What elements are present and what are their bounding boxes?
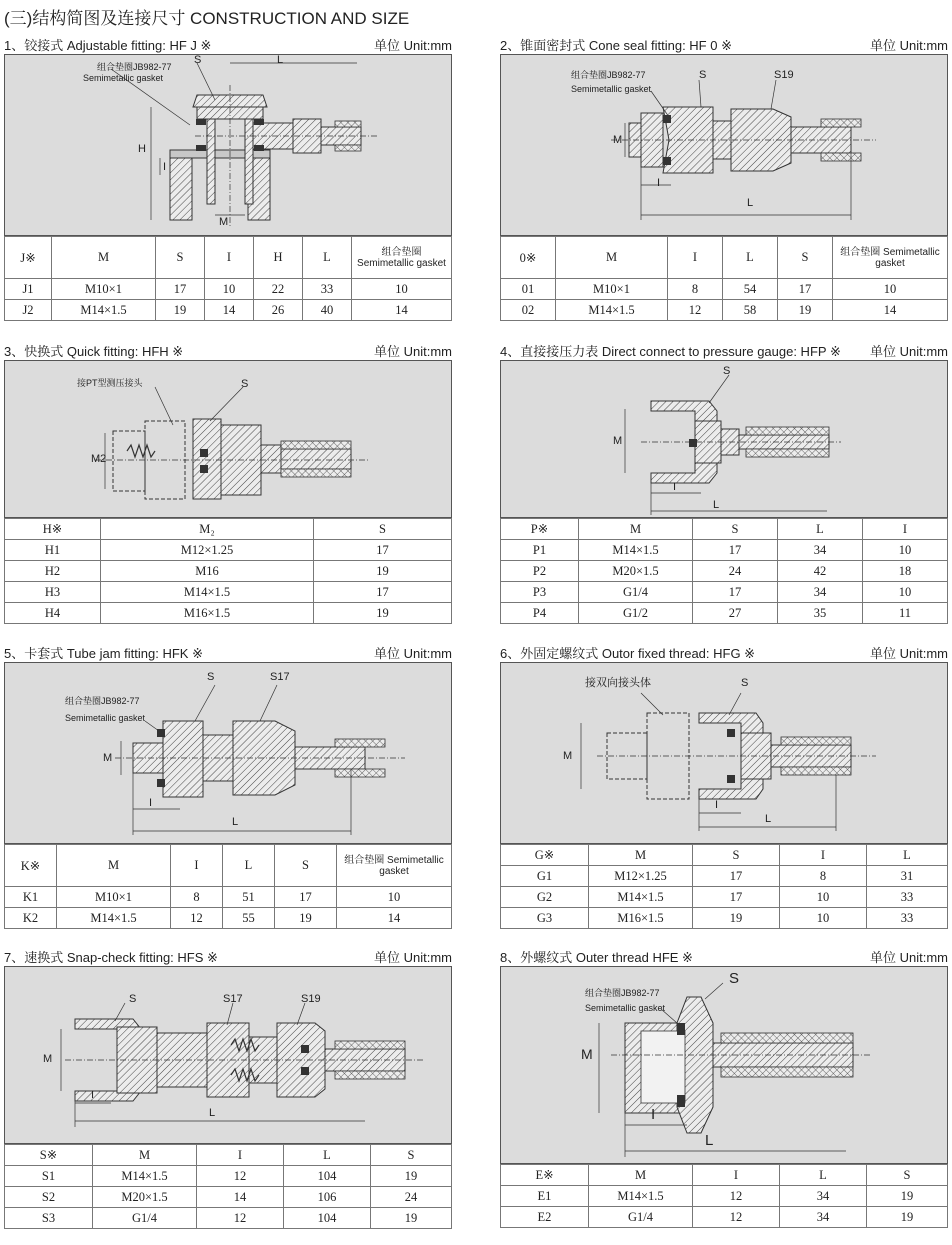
column-header: L [867, 845, 948, 866]
table-row [501, 887, 948, 908]
table-row [5, 1187, 452, 1208]
dim-m-label: M [613, 435, 623, 447]
section-title: 4、直接接压力表 Direct connect to pressure gauge: HFP ※ [500, 344, 841, 359]
construction-drawing [501, 55, 947, 235]
table-cell: M12×1.25 [589, 866, 693, 887]
drawing-snap-check-fitting [4, 966, 452, 1144]
dimension-table [500, 844, 948, 929]
dim-s-label: S [699, 69, 707, 81]
table-cell: K1 [5, 887, 57, 908]
column-header: S [314, 519, 452, 540]
dim-s-label: S [741, 677, 749, 689]
dim-l-label: L [705, 1132, 714, 1149]
table-cell: 8 [780, 866, 867, 887]
dim-s-label: S [207, 671, 215, 683]
unit-label: 单位 Unit:mm [869, 38, 948, 53]
gasket-label-en: Semimetallic gasket [83, 73, 164, 83]
dim-l-label: L [277, 54, 284, 66]
dim-s-label: S [129, 993, 137, 1005]
unit-label: 单位 Unit:mm [373, 344, 452, 359]
table-cell: 17 [693, 540, 778, 561]
table-cell: M16×1.5 [101, 603, 314, 624]
dim-m2-label: M2 [91, 453, 107, 465]
table-cell: P4 [501, 603, 579, 624]
table-cell: 19 [371, 1208, 452, 1229]
dimension-table [4, 844, 452, 929]
table-cell: G1 [501, 866, 589, 887]
table-cell: M14×1.5 [57, 908, 171, 929]
drawing-tube-jam-fitting [4, 662, 452, 844]
table-cell: 17 [156, 279, 205, 300]
dim-s19-label: S19 [774, 69, 794, 81]
table-cell: 12 [668, 300, 723, 321]
column-header: I [693, 1165, 780, 1186]
drawing-cone-seal-fitting [500, 54, 948, 236]
unit-label: 单位 Unit:mm [869, 950, 948, 965]
dim-i-label: I [91, 1089, 95, 1101]
table-cell: 12 [197, 1166, 284, 1187]
column-header: H [254, 237, 303, 279]
table-cell: G3 [501, 908, 589, 929]
construction-drawing [501, 361, 947, 517]
column-header: L [780, 1165, 867, 1186]
column-header: L [723, 237, 778, 279]
table-cell: 106 [284, 1187, 371, 1208]
table-cell: J2 [5, 300, 52, 321]
table-row [5, 908, 452, 929]
table-cell: M14×1.5 [101, 582, 314, 603]
dim-s-label: S [194, 54, 202, 66]
column-header: M [57, 845, 171, 887]
table-cell: 34 [780, 1207, 867, 1228]
table-cell: 10 [863, 582, 948, 603]
table-cell: 19 [314, 561, 452, 582]
table-row [5, 603, 452, 624]
dim-i-label: I [163, 161, 167, 173]
dim-s19-label: S19 [301, 993, 321, 1005]
table-cell: 14 [337, 908, 452, 929]
dim-m-label: M [103, 752, 113, 764]
table-row [5, 540, 452, 561]
table-cell: 17 [778, 279, 833, 300]
dimension-table [4, 1144, 452, 1229]
table-cell: S3 [5, 1208, 93, 1229]
table-cell: M10×1 [52, 279, 156, 300]
table-cell: H1 [5, 540, 101, 561]
table-cell: M14×1.5 [93, 1166, 197, 1187]
unit-label: 单位 Unit:mm [869, 646, 948, 661]
column-header: 组合垫圈 Semimetallic gasket [352, 237, 452, 279]
gasket-label-cn: 组合垫圈JB982-77 [571, 70, 646, 80]
drawing-pressure-gauge [500, 360, 948, 518]
column-header: M₂ [101, 519, 314, 540]
table-row [5, 887, 452, 908]
table-cell: H3 [5, 582, 101, 603]
table-cell: J1 [5, 279, 52, 300]
table-cell: 31 [867, 866, 948, 887]
table-cell: G1/4 [589, 1207, 693, 1228]
table-cell: E1 [501, 1186, 589, 1207]
table-cell: 17 [314, 582, 452, 603]
table-cell: 8 [668, 279, 723, 300]
dim-l-label: L [765, 813, 772, 825]
table-cell: 33 [867, 887, 948, 908]
table-cell: 02 [501, 300, 556, 321]
table-cell: 10 [833, 279, 948, 300]
table-cell: 19 [275, 908, 337, 929]
table-cell: M12×1.25 [101, 540, 314, 561]
gasket-label-cn: 组合垫圈JB982-77 [65, 696, 140, 706]
table-cell: H4 [5, 603, 101, 624]
table-cell: M16×1.5 [589, 908, 693, 929]
table-cell: 17 [693, 887, 780, 908]
table-row [5, 300, 452, 321]
column-header: G※ [501, 845, 589, 866]
table-cell: 33 [303, 279, 352, 300]
column-header: L [223, 845, 275, 887]
table-cell: 22 [254, 279, 303, 300]
dim-s-label: S [723, 365, 731, 377]
table-cell: 12 [197, 1208, 284, 1229]
table-cell: 19 [778, 300, 833, 321]
table-cell: 54 [723, 279, 778, 300]
column-header: S [371, 1145, 452, 1166]
table-cell: 24 [371, 1187, 452, 1208]
table-row [501, 279, 948, 300]
dimension-table [500, 518, 948, 624]
dim-i-label: I [651, 1106, 656, 1123]
dim-l-label: L [747, 197, 754, 209]
table-cell: M14×1.5 [52, 300, 156, 321]
dimension-table [4, 236, 452, 321]
column-header: K※ [5, 845, 57, 887]
table-cell: 11 [863, 603, 948, 624]
unit-label: 单位 Unit:mm [373, 38, 452, 53]
table-row [5, 1166, 452, 1187]
dim-l-label: L [209, 1107, 216, 1119]
table-row [501, 561, 948, 582]
section-title: 1、铰接式 Adjustable fitting: HF J ※ [4, 38, 212, 53]
gasket-label-cn: 组合垫圈JB982-77 [585, 988, 660, 998]
construction-drawing [5, 663, 451, 843]
dim-l-label: L [713, 499, 720, 511]
table-cell: 34 [778, 582, 863, 603]
table-cell: S2 [5, 1187, 93, 1208]
table-cell: 40 [303, 300, 352, 321]
column-header: M [52, 237, 156, 279]
column-header: P※ [501, 519, 579, 540]
column-header: I [668, 237, 723, 279]
column-header: M [579, 519, 693, 540]
table-cell: 58 [723, 300, 778, 321]
column-header: S [693, 519, 778, 540]
table-row [5, 561, 452, 582]
table-cell: M10×1 [556, 279, 668, 300]
table-cell: M16 [101, 561, 314, 582]
dimension-table [4, 518, 452, 624]
table-cell: 17 [314, 540, 452, 561]
construction-drawing [5, 55, 451, 235]
gasket-label-en: Semimetallic gasket [65, 713, 146, 723]
table-row [501, 908, 948, 929]
column-header: 组合垫圈 Semimetallic gasket [337, 845, 452, 887]
table-cell: 19 [867, 1207, 948, 1228]
column-header: H※ [5, 519, 101, 540]
table-cell: G2 [501, 887, 589, 908]
table-row [5, 582, 452, 603]
drawing-outer-thread [500, 966, 948, 1164]
unit-label: 单位 Unit:mm [373, 646, 452, 661]
column-header: S [867, 1165, 948, 1186]
column-header: L [303, 237, 352, 279]
table-cell: 10 [205, 279, 254, 300]
column-header: 0※ [501, 237, 556, 279]
gasket-label-cn: 组合垫圈JB982-77 [97, 62, 172, 72]
section-outer-thread [500, 946, 948, 1228]
table-cell: 34 [778, 540, 863, 561]
table-cell: 12 [693, 1186, 780, 1207]
dim-m-label: M [219, 216, 229, 228]
table-cell: 17 [693, 866, 780, 887]
column-header: S [778, 237, 833, 279]
table-cell: S1 [5, 1166, 93, 1187]
table-row [501, 1207, 948, 1228]
table-cell: 17 [275, 887, 337, 908]
section-snap-check-fitting [4, 946, 452, 1229]
gasket-label-en: Semimetallic gasket [571, 84, 652, 94]
table-row [501, 582, 948, 603]
dim-m-label: M [613, 134, 623, 146]
section-title: 5、卡套式 Tube jam fitting: HFK ※ [4, 646, 203, 661]
dim-m-label: M [563, 750, 573, 762]
bidirectional-body-label: 接双向接头体 [585, 677, 651, 689]
table-cell: P1 [501, 540, 579, 561]
table-row [5, 279, 452, 300]
column-header: S※ [5, 1145, 93, 1166]
pt-adapter-label: 接PT型测压接头 [77, 378, 143, 388]
table-cell: 14 [205, 300, 254, 321]
section-title: 2、锥面密封式 Cone seal fitting: HF 0 ※ [500, 38, 732, 53]
section-title: 6、外固定螺纹式 Outor fixed thread: HFG ※ [500, 646, 756, 661]
column-header: 组合垫圈 Semimetallic gasket [833, 237, 948, 279]
table-row [501, 603, 948, 624]
table-cell: 14 [352, 300, 452, 321]
dim-m-label: M [581, 1046, 593, 1062]
table-cell: 27 [693, 603, 778, 624]
section-quick-fitting [4, 340, 452, 624]
dim-s-label: S [729, 970, 740, 987]
table-cell: P3 [501, 582, 579, 603]
column-header: E※ [501, 1165, 589, 1186]
column-header: M [589, 845, 693, 866]
table-cell: 19 [867, 1186, 948, 1207]
section-title: 3、快换式 Quick fitting: HFH ※ [4, 344, 184, 359]
table-cell: 26 [254, 300, 303, 321]
column-header: L [778, 519, 863, 540]
drawing-outor-fixed-thread [500, 662, 948, 844]
table-cell: 34 [780, 1186, 867, 1207]
column-header: M [93, 1145, 197, 1166]
table-row [501, 1186, 948, 1207]
dim-m-label: M [43, 1053, 53, 1065]
column-header: S [693, 845, 780, 866]
table-cell: 19 [371, 1166, 452, 1187]
table-row [5, 1208, 452, 1229]
section-title: 7、速换式 Snap-check fitting: HFS ※ [4, 950, 218, 965]
dimension-table [500, 236, 948, 321]
table-cell: 51 [223, 887, 275, 908]
table-cell: 19 [156, 300, 205, 321]
section-tube-jam-fitting [4, 642, 452, 929]
dim-h-label: H [138, 143, 146, 155]
column-header: I [205, 237, 254, 279]
table-cell: 10 [780, 908, 867, 929]
table-cell: 8 [171, 887, 223, 908]
construction-drawing [5, 361, 451, 517]
dim-s17-label: S17 [270, 671, 290, 683]
table-cell: 17 [693, 582, 778, 603]
column-header: S [275, 845, 337, 887]
section-pressure-gauge [500, 340, 948, 624]
table-cell: 01 [501, 279, 556, 300]
table-cell: 10 [780, 887, 867, 908]
table-cell: M20×1.5 [579, 561, 693, 582]
table-cell: 104 [284, 1166, 371, 1187]
section-adjustable-fitting [4, 34, 452, 321]
column-header: M [556, 237, 668, 279]
drawing-adjustable-fitting [4, 54, 452, 236]
table-cell: M14×1.5 [579, 540, 693, 561]
table-cell: 19 [314, 603, 452, 624]
page-title: (三)结构简图及连接尺寸 CONSTRUCTION AND SIZE [4, 9, 410, 28]
section-title: 8、外螺纹式 Outer thread HFE ※ [500, 950, 693, 965]
table-cell: 14 [197, 1187, 284, 1208]
dim-s-label: S [241, 378, 249, 390]
table-cell: M10×1 [57, 887, 171, 908]
table-cell: M14×1.5 [556, 300, 668, 321]
table-cell: 12 [171, 908, 223, 929]
gasket-label-en: Semimetallic gasket [585, 1003, 666, 1013]
table-cell: 104 [284, 1208, 371, 1229]
dim-i-label: I [657, 177, 661, 189]
table-cell: G1/4 [579, 582, 693, 603]
dim-i-label: I [715, 799, 719, 811]
dim-i-label: I [149, 797, 153, 809]
table-cell: 42 [778, 561, 863, 582]
table-row [501, 300, 948, 321]
unit-label: 单位 Unit:mm [373, 950, 452, 965]
table-cell: M20×1.5 [93, 1187, 197, 1208]
table-cell: 35 [778, 603, 863, 624]
table-cell: 19 [693, 908, 780, 929]
table-cell: H2 [5, 561, 101, 582]
table-cell: 10 [863, 540, 948, 561]
dimension-table [500, 1164, 948, 1228]
column-header: I [197, 1145, 284, 1166]
table-cell: 14 [833, 300, 948, 321]
table-row [501, 540, 948, 561]
column-header: L [284, 1145, 371, 1166]
section-outor-fixed-thread [500, 642, 948, 929]
dim-l-label: L [232, 816, 239, 828]
table-cell: M14×1.5 [589, 1186, 693, 1207]
table-cell: 33 [867, 908, 948, 929]
column-header: J※ [5, 237, 52, 279]
table-row [501, 866, 948, 887]
table-cell: 10 [352, 279, 452, 300]
table-cell: E2 [501, 1207, 589, 1228]
dim-i-label: I [673, 481, 677, 493]
table-cell: P2 [501, 561, 579, 582]
column-header: M [589, 1165, 693, 1186]
table-cell: G1/2 [579, 603, 693, 624]
table-cell: 18 [863, 561, 948, 582]
section-cone-seal-fitting [500, 34, 948, 321]
table-cell: 24 [693, 561, 778, 582]
construction-drawing [501, 967, 947, 1163]
table-cell: M14×1.5 [589, 887, 693, 908]
dim-s17-label: S17 [223, 993, 243, 1005]
drawing-quick-fitting [4, 360, 452, 518]
unit-label: 单位 Unit:mm [869, 344, 948, 359]
column-header: I [171, 845, 223, 887]
table-cell: 12 [693, 1207, 780, 1228]
table-cell: G1/4 [93, 1208, 197, 1229]
table-cell: K2 [5, 908, 57, 929]
table-cell: 10 [337, 887, 452, 908]
column-header: I [863, 519, 948, 540]
column-header: I [780, 845, 867, 866]
column-header: S [156, 237, 205, 279]
table-cell: 55 [223, 908, 275, 929]
